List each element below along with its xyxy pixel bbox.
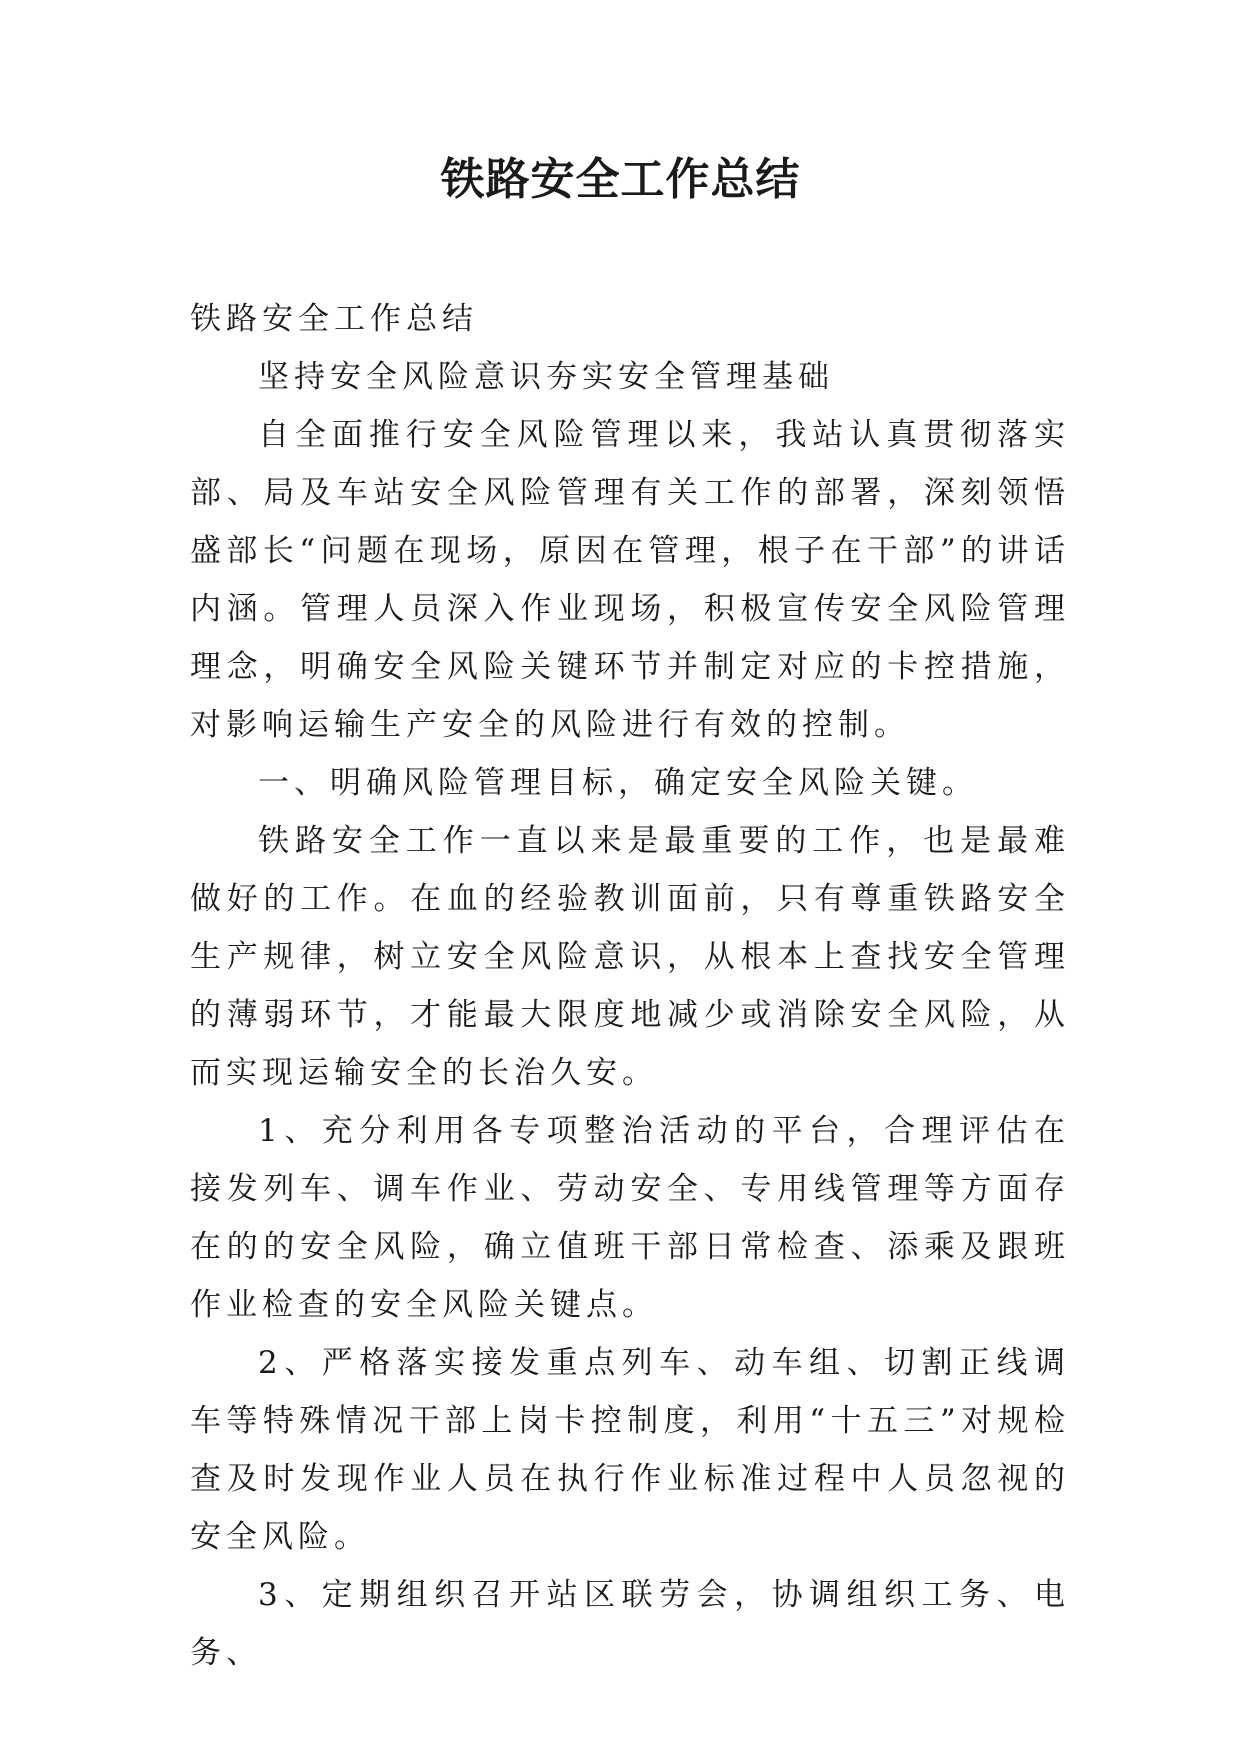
section-heading: 一、明确风险管理目标，确定安全风险关键。	[258, 765, 978, 801]
list-item: 2、严格落实接发重点列车、动车组、切割正线调车等特殊情况干部上岗卡控制度，利用“十五三”对规检查及时发现作业人员在执行作业标准过程中人员忽视的安全风险。	[190, 1345, 1070, 1555]
list-item: 1、充分利用各专项整治活动的平台，合理评估在接发列车、调车作业、劳动安全、专用线管理等方面存在的的安全风险，确立值班干部日常检查、添乘及跟班作业检查的安全风险关键点。	[190, 1113, 1070, 1323]
list-item: 3、定期组织召开站区联劳会，协调组织工务、电务、	[190, 1577, 1070, 1671]
document-body	[190, 290, 1070, 1682]
document-title: 铁路安全工作总结	[440, 154, 801, 205]
paragraph: 铁路安全工作一直以来是最重要的工作，也是最难做好的工作。在血的经验教训面前，只有尊重铁路安全生产规律，树立安全风险意识，从根本上查找安全管理的薄弱环节，才能最大限度地减少或消除安全风险，从而实现运输安全的长治久安。	[190, 823, 1070, 1091]
paragraph: 自全面推行安全风险管理以来，我站认真贯彻落实部、局及车站安全风险管理有关工作的部署，深刻领悟盛部长“问题在现场，原因在管理，根子在干部”的讲话内涵。管理人员深入作业现场，积极宣传安全风险管理理念，明确安全风险关键环节并制定对应的卡控措施，对影响运输生产安全的风险进行有效的控制。	[190, 417, 1070, 743]
subtitle-line: 铁路安全工作总结	[190, 301, 478, 337]
section-heading: 坚持安全风险意识夯实安全管理基础	[258, 359, 834, 395]
